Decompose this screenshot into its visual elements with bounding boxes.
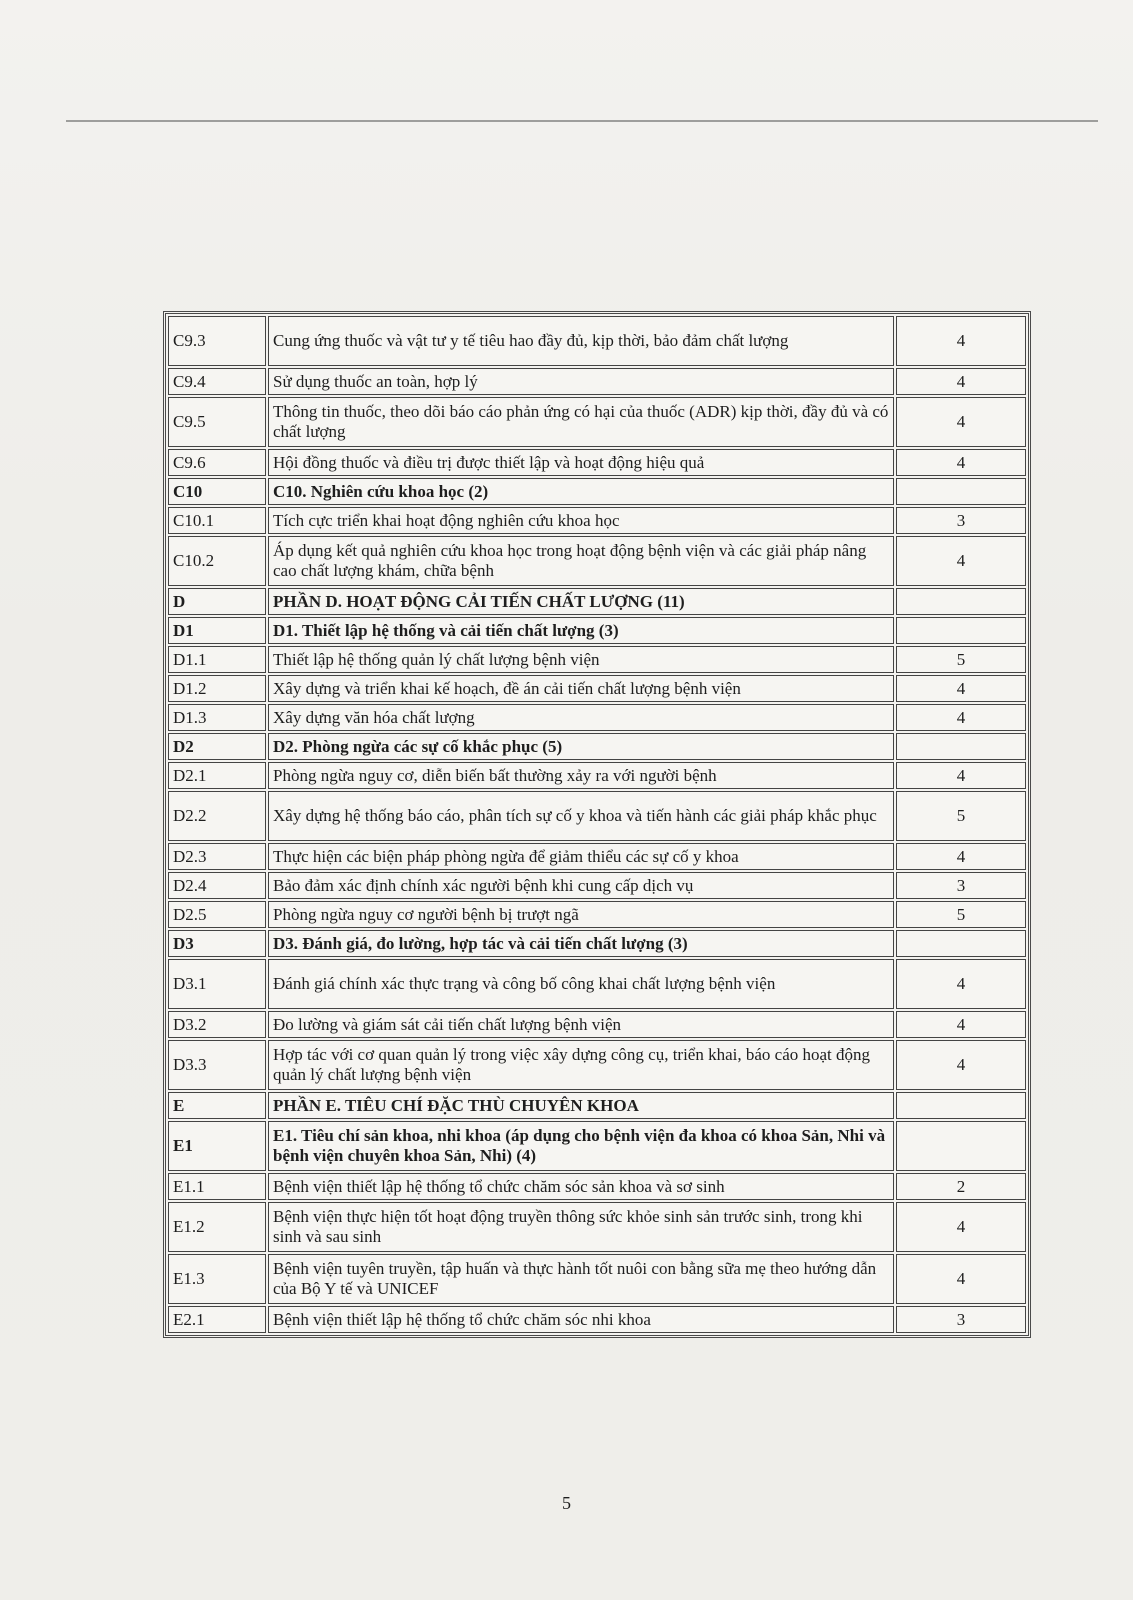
criterion-score [896,930,1026,957]
table-row [168,733,1026,760]
table-row [168,449,1026,476]
criterion-title: Sử dụng thuốc an toàn, hợp lý [268,368,894,395]
criterion-title: PHẦN E. TIÊU CHÍ ĐẶC THÙ CHUYÊN KHOA [268,1092,894,1119]
criterion-title: Thông tin thuốc, theo dõi báo cáo phản ứng có hại của thuốc (ADR) kịp thời, đầy đủ và có chất lượng [268,397,894,447]
criterion-code: C10.2 [168,536,266,586]
criterion-title: Đo lường và giám sát cải tiến chất lượng bệnh viện [268,1011,894,1038]
criterion-code: D1.2 [168,675,266,702]
criterion-code: C9.6 [168,449,266,476]
table-row [168,316,1026,366]
criterion-score: 4 [896,368,1026,395]
criterion-score: 4 [896,959,1026,1009]
criterion-code: D2.5 [168,901,266,928]
criterion-title: Phòng ngừa nguy cơ người bệnh bị trượt ngã [268,901,894,928]
criterion-score: 4 [896,449,1026,476]
criterion-score: 4 [896,843,1026,870]
criterion-code: D2.2 [168,791,266,841]
criterion-score: 4 [896,316,1026,366]
table-row [168,1173,1026,1200]
criterion-title: Phòng ngừa nguy cơ, diễn biến bất thường xảy ra với người bệnh [268,762,894,789]
criterion-code: D3 [168,930,266,957]
table-row [168,675,1026,702]
criterion-score [896,617,1026,644]
header-rule [66,120,1098,122]
criterion-score: 5 [896,901,1026,928]
criterion-code: D1.1 [168,646,266,673]
table-row [168,368,1026,395]
criterion-title: Cung ứng thuốc và vật tư y tế tiêu hao đầy đủ, kịp thời, bảo đảm chất lượng [268,316,894,366]
table-row [168,536,1026,586]
criterion-score: 2 [896,1173,1026,1200]
criterion-score: 4 [896,762,1026,789]
criterion-score: 3 [896,1306,1026,1333]
criterion-title: PHẦN D. HOẠT ĐỘNG CẢI TIẾN CHẤT LƯỢNG (11) [268,588,894,615]
page-number: 5 [562,1493,571,1513]
criterion-code: E1.2 [168,1202,266,1252]
criterion-code: D2 [168,733,266,760]
table-row [168,1121,1026,1171]
table-row [168,478,1026,505]
criterion-title: D2. Phòng ngừa các sự cố khắc phục (5) [268,733,894,760]
criterion-code: C10.1 [168,507,266,534]
criterion-code: D1.3 [168,704,266,731]
criterion-title: Tích cực triển khai hoạt động nghiên cứu khoa học [268,507,894,534]
criterion-score: 4 [896,397,1026,447]
criterion-code: E1 [168,1121,266,1171]
criterion-title: Xây dựng văn hóa chất lượng [268,704,894,731]
criteria-table [163,311,1031,1338]
criterion-code: D1 [168,617,266,644]
criterion-score: 5 [896,646,1026,673]
criterion-code: C9.5 [168,397,266,447]
criterion-score [896,733,1026,760]
criterion-code: C10 [168,478,266,505]
criterion-title: Đánh giá chính xác thực trạng và công bố công khai chất lượng bệnh viện [268,959,894,1009]
criterion-score: 5 [896,791,1026,841]
table-row [168,762,1026,789]
criterion-title: Hợp tác với cơ quan quản lý trong việc xây dựng công cụ, triển khai, báo cáo hoạt động quản lý chất lượng bệnh viện [268,1040,894,1090]
criterion-title: Thực hiện các biện pháp phòng ngừa để giảm thiểu các sự cố y khoa [268,843,894,870]
table-row [168,397,1026,447]
criterion-score [896,1121,1026,1171]
criterion-title: D3. Đánh giá, đo lường, hợp tác và cải tiến chất lượng (3) [268,930,894,957]
criterion-score: 4 [896,1011,1026,1038]
table-row [168,959,1026,1009]
table-row [168,791,1026,841]
criterion-code: D2.1 [168,762,266,789]
criterion-score [896,1092,1026,1119]
table-row [168,617,1026,644]
criterion-title: Thiết lập hệ thống quản lý chất lượng bệnh viện [268,646,894,673]
criterion-code: C9.4 [168,368,266,395]
criterion-title: Bệnh viện thực hiện tốt hoạt động truyền thông sức khỏe sinh sản trước sinh, trong khi sinh và sau sinh [268,1202,894,1252]
criterion-title: E1. Tiêu chí sản khoa, nhi khoa (áp dụng cho bệnh viện đa khoa có khoa Sản, Nhi và bệnh viện chuyên khoa Sản, Nhi) (4) [268,1121,894,1171]
table-row [168,1254,1026,1304]
criterion-score: 3 [896,872,1026,899]
table-row [168,704,1026,731]
table-row [168,507,1026,534]
criterion-title: Xây dựng và triển khai kế hoạch, đề án cải tiến chất lượng bệnh viện [268,675,894,702]
criterion-score: 3 [896,507,1026,534]
criterion-score: 4 [896,704,1026,731]
criterion-code: E1.1 [168,1173,266,1200]
table-row [168,930,1026,957]
criterion-title: Bảo đảm xác định chính xác người bệnh khi cung cấp dịch vụ [268,872,894,899]
table-row [168,843,1026,870]
table-row [168,1092,1026,1119]
criteria-table-body [168,316,1026,1333]
criterion-code: D2.3 [168,843,266,870]
criterion-code: D3.1 [168,959,266,1009]
criterion-score: 4 [896,536,1026,586]
criterion-code: D3.3 [168,1040,266,1090]
criterion-score: 4 [896,675,1026,702]
criterion-title: D1. Thiết lập hệ thống và cải tiến chất lượng (3) [268,617,894,644]
criterion-title: Xây dựng hệ thống báo cáo, phân tích sự cố y khoa và tiến hành các giải pháp khắc phục [268,791,894,841]
table-row [168,1202,1026,1252]
criterion-title: Bệnh viện thiết lập hệ thống tổ chức chăm sóc sản khoa và sơ sinh [268,1173,894,1200]
criterion-score: 4 [896,1254,1026,1304]
criterion-title: Hội đồng thuốc và điều trị được thiết lập và hoạt động hiệu quả [268,449,894,476]
table-row [168,588,1026,615]
criterion-code: D3.2 [168,1011,266,1038]
criterion-score [896,478,1026,505]
criterion-score: 4 [896,1202,1026,1252]
criterion-score [896,588,1026,615]
criterion-title: Bệnh viện thiết lập hệ thống tổ chức chăm sóc nhi khoa [268,1306,894,1333]
criterion-code: D2.4 [168,872,266,899]
criterion-score: 4 [896,1040,1026,1090]
table-row [168,901,1026,928]
criterion-code: D [168,588,266,615]
table-row [168,1011,1026,1038]
criterion-code: C9.3 [168,316,266,366]
criterion-code: E [168,1092,266,1119]
table-row [168,1040,1026,1090]
criterion-code: E1.3 [168,1254,266,1304]
table-row [168,1306,1026,1333]
table-row [168,872,1026,899]
criterion-code: E2.1 [168,1306,266,1333]
criterion-title: Áp dụng kết quả nghiên cứu khoa học trong hoạt động bệnh viện và các giải pháp nâng cao chất lượng khám, chữa bệnh [268,536,894,586]
criterion-title: C10. Nghiên cứu khoa học (2) [268,478,894,505]
criterion-title: Bệnh viện tuyên truyền, tập huấn và thực hành tốt nuôi con bằng sữa mẹ theo hướng dẫn của Bộ Y tế và UNICEF [268,1254,894,1304]
table-row [168,646,1026,673]
